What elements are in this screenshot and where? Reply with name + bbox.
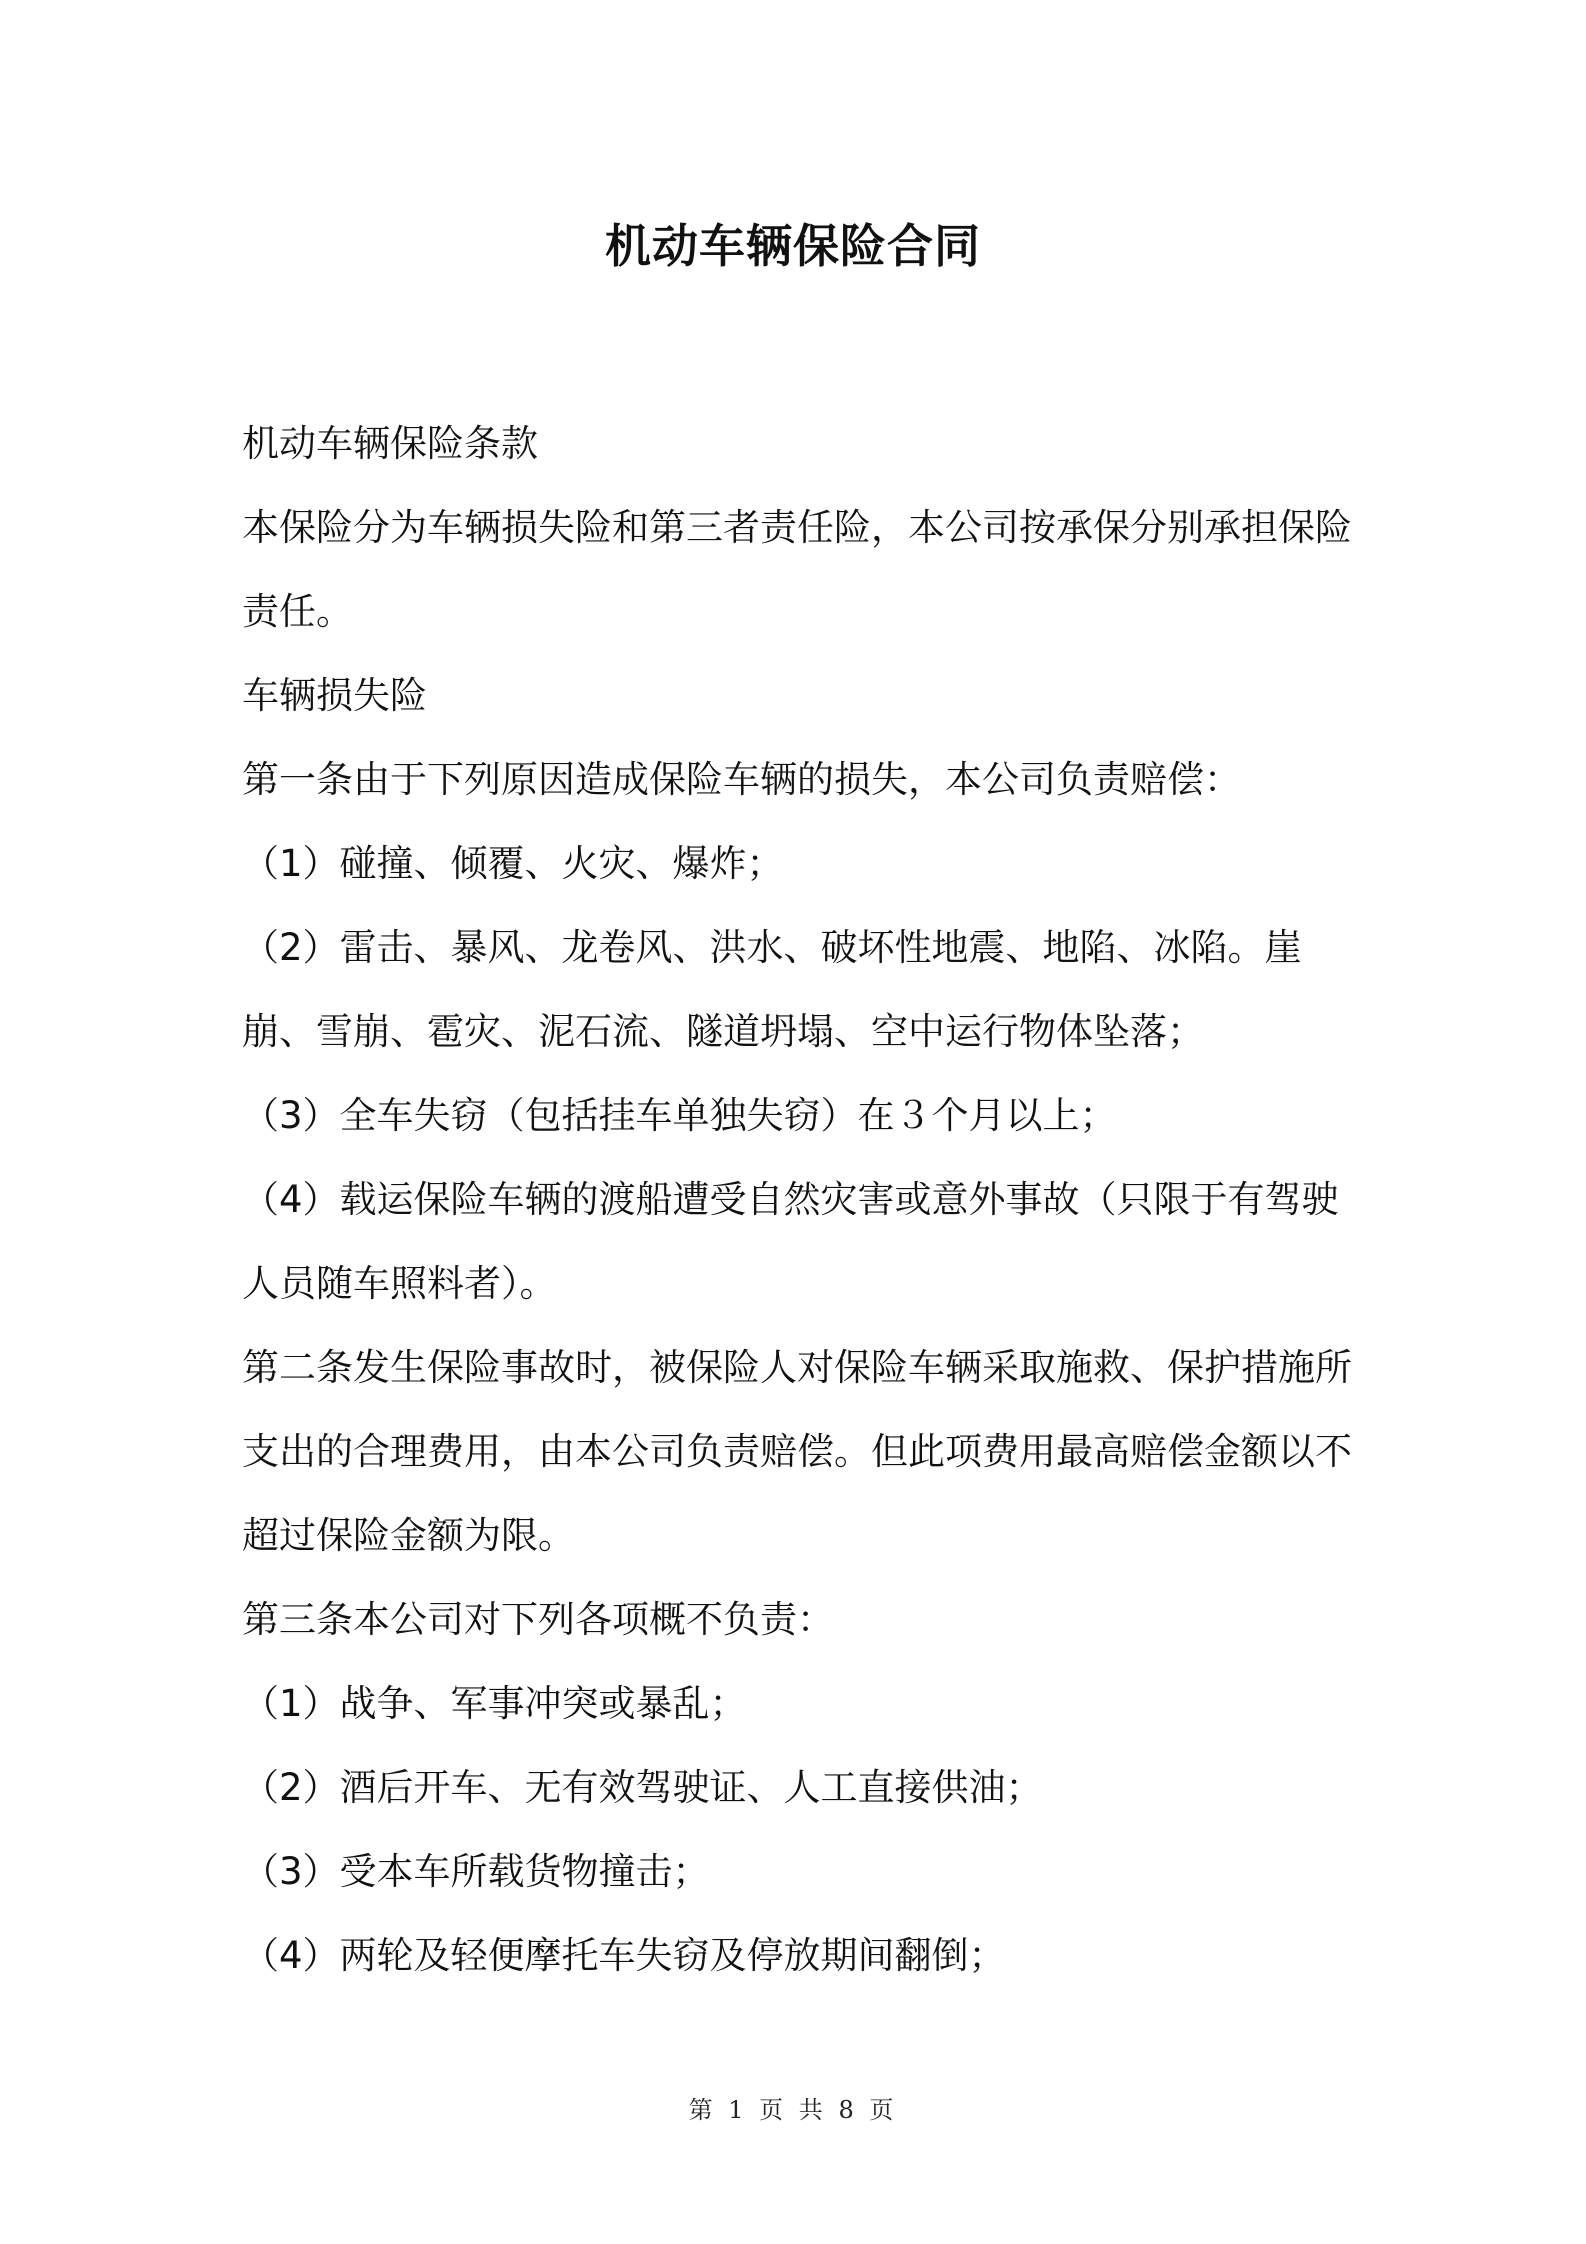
article-paragraph: 第一条由于下列原因造成保险车辆的损失，本公司负责赔偿：: [242, 758, 1241, 801]
article-paragraph: 第二条发生保险事故时，被保险人对保险车辆采取施救、保护措施所支出的合理费用，由本公司负责赔偿。但此项费用最高赔偿金额以不超过保险金额为限。: [242, 1346, 1352, 1557]
article-paragraph: 第三条本公司对下列各项概不负责：: [242, 1598, 834, 1641]
page-number-footer: 第 1 页 共 8 页: [688, 2096, 898, 2124]
paragraph: 本保险分为车辆损失险和第三者责任险，本公司按承保分别承担保险责任。: [242, 506, 1352, 633]
list-item: （2）雷击、暴风、龙卷风、洪水、破坏性地震、地陷、冰陷。崖崩、雪崩、雹灾、泥石流、隧道坍塌、空中运行物体坠落；: [242, 926, 1302, 1053]
list-item: （1）碰撞、倾覆、火灾、爆炸；: [242, 842, 784, 885]
list-item: （3）全车失窃（包括挂车单独失窃）在３个月以上；: [242, 1094, 1117, 1137]
document-title: 机动车辆保险合同: [605, 219, 981, 273]
section-heading: 车辆损失险: [242, 674, 427, 717]
list-item: （3）受本车所载货物撞击；: [242, 1850, 710, 1893]
list-item: （4）载运保险车辆的渡船遭受自然灾害或意外事故（只限于有驾驶人员随车照料者）。: [242, 1178, 1339, 1305]
document-body: [242, 402, 1354, 1998]
section-heading: 机动车辆保险条款: [242, 422, 538, 465]
list-item: （2）酒后开车、无有效驾驶证、人工直接供油；: [242, 1766, 1043, 1809]
list-item: （4）两轮及轻便摩托车失窃及停放期间翻倒；: [242, 1934, 1006, 1977]
list-item: （1）战争、军事冲突或暴乱；: [242, 1682, 747, 1725]
